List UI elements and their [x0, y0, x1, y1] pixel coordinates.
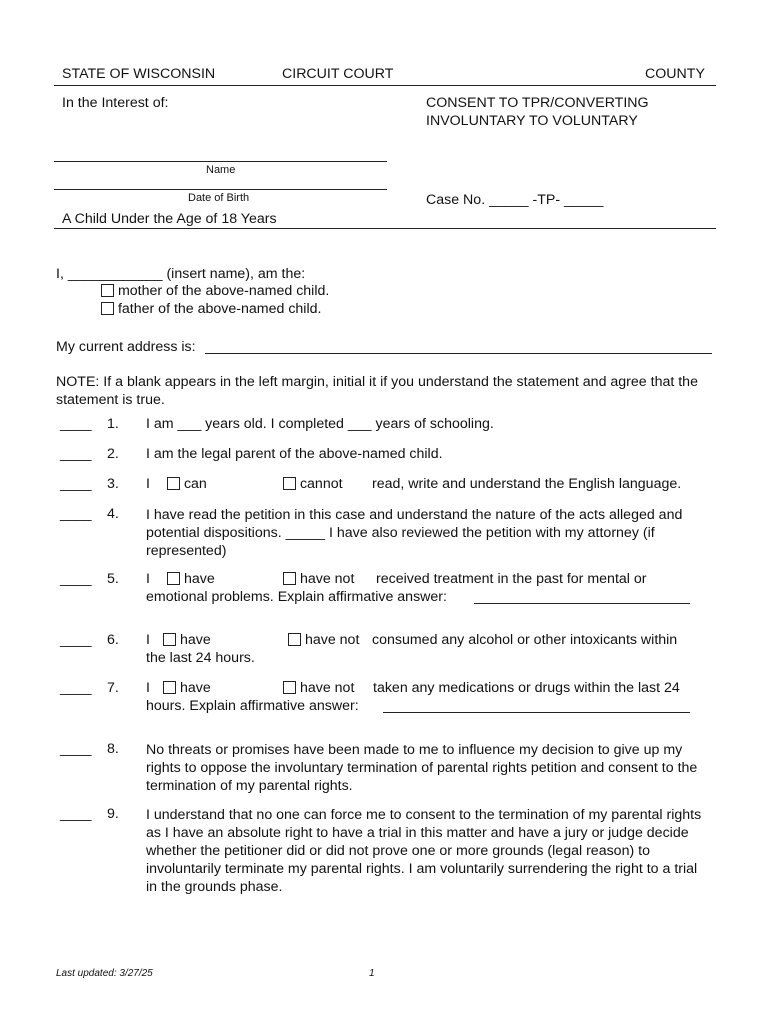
item-3-number: 3. [107, 476, 119, 492]
initial-blank-9[interactable]: ____ [60, 806, 92, 822]
dob-line[interactable] [54, 189, 387, 190]
item-3-i: I [146, 476, 150, 492]
cannot-label: cannot [299, 476, 343, 492]
item-5-have-not-option[interactable] [283, 571, 354, 587]
father-option[interactable] [101, 301, 321, 317]
name-caption: Name [206, 164, 236, 176]
cannot-checkbox[interactable] [283, 477, 296, 490]
item-6-have-not-label: have not [304, 632, 360, 648]
item-2-number: 2. [107, 446, 119, 462]
item-6-have-label: have [179, 632, 211, 648]
item-9-number: 9. [107, 806, 119, 822]
county-label: COUNTY [645, 66, 705, 82]
initial-blank-5[interactable]: ____ [60, 571, 92, 587]
item-6-number: 6. [107, 632, 119, 648]
item-7-have-label: have [179, 680, 211, 696]
item-7-number: 7. [107, 680, 119, 696]
item-7-text: taken any medications or drugs within the last 24 [373, 680, 680, 696]
item-5-have-not-checkbox[interactable] [283, 572, 296, 585]
initial-blank-7[interactable]: ____ [60, 680, 92, 696]
item-5-text-line-2: emotional problems. Explain affirmative answer: [146, 589, 447, 605]
item-7-text-line-2: hours. Explain affirmative answer: [146, 698, 359, 714]
item-6-text-line-2: the last 24 hours. [146, 650, 255, 666]
item-6-have-not-option[interactable] [288, 632, 359, 648]
header-rule [54, 85, 716, 86]
item-5-i: I [146, 571, 150, 587]
item-6-have-not-checkbox[interactable] [288, 633, 301, 646]
dob-caption: Date of Birth [188, 192, 250, 204]
initial-blank-6[interactable]: ____ [60, 632, 92, 648]
item-5-number: 5. [107, 571, 119, 587]
can-checkbox[interactable] [167, 477, 180, 490]
initial-blank-3[interactable]: ____ [60, 476, 92, 492]
item-7-have-not-option[interactable] [283, 680, 354, 696]
item-5-have-label: have [183, 571, 215, 587]
form-title-line-2: INVOLUNTARY TO VOLUNTARY [426, 113, 638, 129]
item-8-text: No threats or promises have been made to me to influence my decision to give up my rights to oppose the involuntary termination of parental rights petition and consent to the termination of my parental rights. [146, 742, 698, 794]
item-5-have-option[interactable] [167, 571, 215, 587]
item-3-text: read, write and understand the English language. [372, 476, 682, 492]
item-4-text: I have read the petition in this case and understand the nature of the acts alleged and potential dispositions. _____ I have also reviewed the petition with my attorney (if represented) [146, 507, 683, 559]
item-9-text: I understand that no one can force me to consent to the termination of my parental rights as I have an absolute right to have a trial in this matter and have a jury or judge decide whether the petitioner did or did not prove one or more grounds (legal reason) to involuntarily terminate my parental rights. I am voluntarily surrendering the right to a trial in the grounds phase. [146, 807, 702, 895]
item-7-have-not-label: have not [299, 680, 355, 696]
item-5-text: received treatment in the past for mental or [376, 571, 647, 587]
item-6-text: consumed any alcohol or other intoxicants within [372, 632, 678, 648]
father-label: father of the above-named child. [117, 301, 322, 317]
item-7-have-option[interactable] [163, 680, 211, 696]
item-6-have-checkbox[interactable] [163, 633, 176, 646]
item-5-explain-line[interactable] [474, 603, 690, 604]
address-line[interactable] [205, 353, 712, 354]
initial-blank-4[interactable]: ____ [60, 506, 92, 522]
father-checkbox[interactable] [101, 302, 114, 315]
last-updated: Last updated: 3/27/25 [56, 968, 153, 979]
item-8-number: 8. [107, 741, 119, 757]
can-option[interactable] [167, 476, 207, 492]
caption-rule [54, 228, 716, 229]
mother-label: mother of the above-named child. [117, 283, 330, 299]
state-label: STATE OF WISCONSIN [62, 66, 216, 82]
name-line[interactable] [54, 161, 387, 162]
can-label: can [183, 476, 207, 492]
item-5-have-not-label: have not [299, 571, 355, 587]
item-6-i: I [146, 632, 150, 648]
item-1-number: 1. [107, 416, 119, 432]
initial-blank-1[interactable]: ____ [60, 416, 92, 432]
interest-of-label: In the Interest of: [62, 95, 169, 111]
child-label: A Child Under the Age of 18 Years [62, 211, 277, 227]
item-5-have-checkbox[interactable] [167, 572, 180, 585]
item-7-explain-line[interactable] [383, 712, 690, 713]
court-label: CIRCUIT COURT [282, 66, 394, 82]
intro-line: I, ____________ (insert name), am the: [56, 266, 306, 282]
item-7-i: I [146, 680, 150, 696]
item-2-text: I am the legal parent of the above-named child. [146, 446, 443, 462]
page-number: 1 [369, 968, 375, 979]
cannot-option[interactable] [283, 476, 343, 492]
address-label: My current address is: [56, 339, 196, 355]
mother-option[interactable] [101, 283, 329, 299]
case-number: Case No. _____ -TP- _____ [426, 192, 604, 208]
initial-blank-2[interactable]: ____ [60, 446, 92, 462]
note-text: NOTE: If a blank appears in the left margin, initial it if you understand the statement and agree that the statement is true. [56, 374, 698, 408]
item-7-have-checkbox[interactable] [163, 681, 176, 694]
mother-checkbox[interactable] [101, 284, 114, 297]
item-4-number: 4. [107, 506, 119, 522]
item-6-have-option[interactable] [163, 632, 211, 648]
item-7-have-not-checkbox[interactable] [283, 681, 296, 694]
form-title-line-1: CONSENT TO TPR/CONVERTING [426, 95, 649, 111]
initial-blank-8[interactable]: ____ [60, 741, 92, 757]
item-1-text: I am ___ years old. I completed ___ years of schooling. [146, 416, 494, 432]
